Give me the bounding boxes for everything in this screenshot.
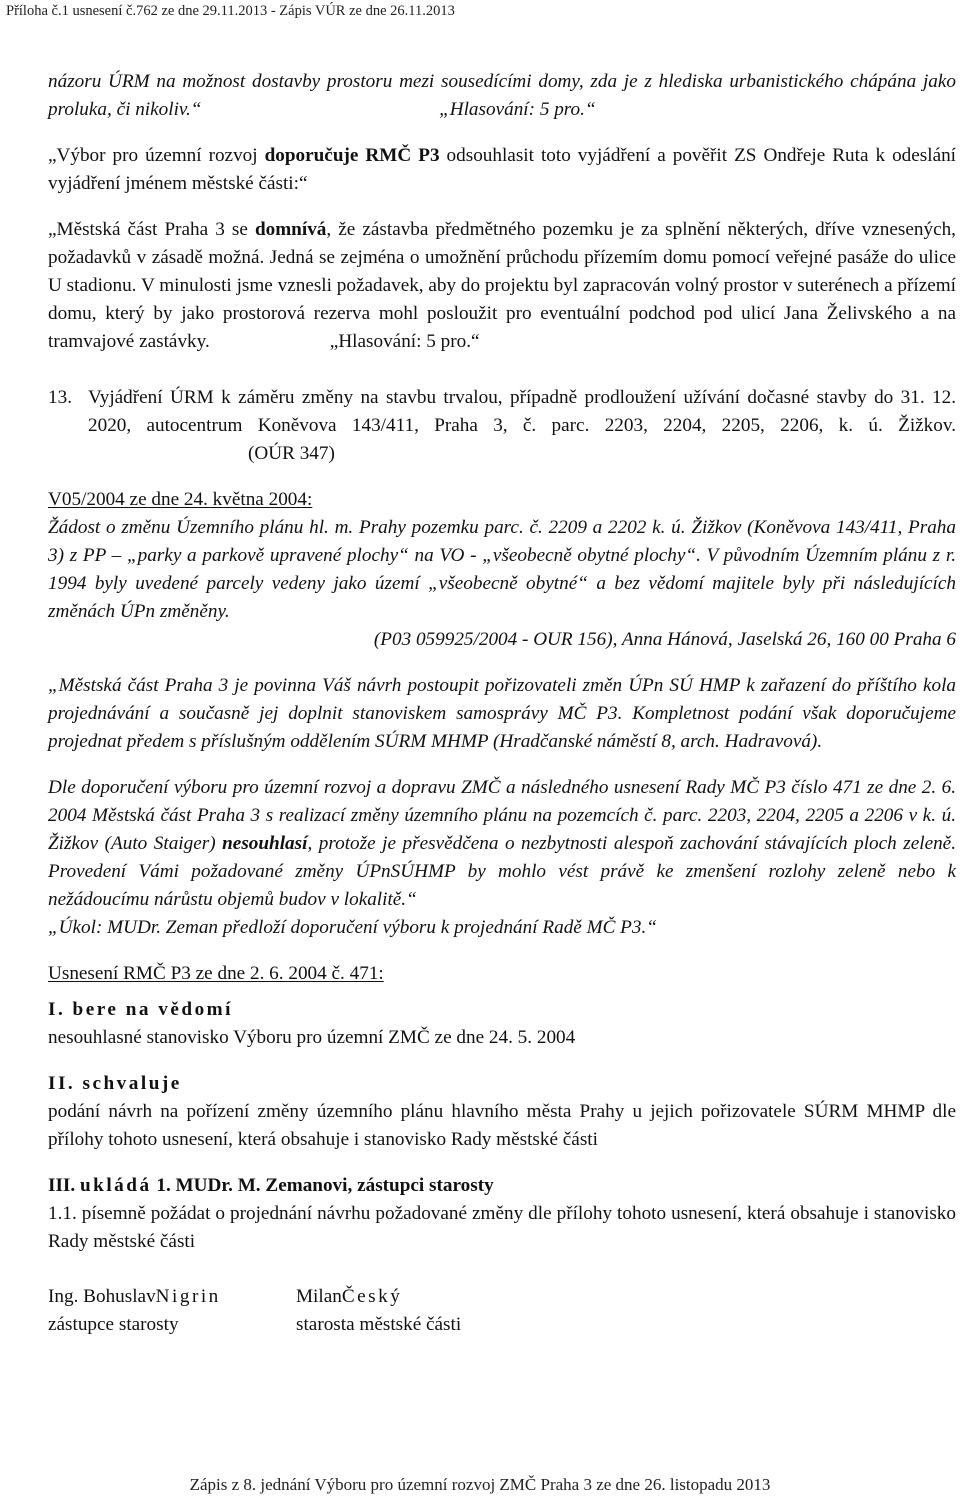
spacer	[48, 1052, 956, 1070]
document-body	[48, 68, 956, 1338]
bold-disagrees: nesouhlasí	[222, 833, 308, 854]
signature-roles	[48, 1312, 956, 1338]
district-response: „Městská část Praha 3 je povinna Váš návrh postoupit pořizovateli změn ÚPn SÚ HMP k zařazení do příštího kola projednávání a současně jej doplnit stanoviskem samosprávy MČ P3. Kompletnost podání však doporučujeme projednat předem s příslušným oddělením SÚRM MHMP (Hradčanské náměstí 8, arch. Hadravová).	[48, 675, 956, 752]
spacer	[48, 468, 956, 486]
vote-result: „Hlasování: 5 pro.“	[439, 99, 596, 120]
bold-rmc: RMČ P3	[365, 145, 440, 166]
deputy-role: zástupce starosty	[48, 1314, 179, 1335]
section-1-text: nesouhlasné stanovisko Výboru pro územní ZMČ ze dne 24. 5. 2004	[48, 1027, 576, 1048]
request-text: Žádost o změnu Územního plánu hl. m. Prahy pozemku parc. č. 2209 a 2202 k. ú. Žižkov (Koněvova 143/411, Praha 3) z PP – „parky a parkově upravené plochy“ na VO - „všeobecně obytné plochy“. V původním Územním plánu z r. 1994 byly uvedené parcely vedeny jako území „všeobecně obytné“ a bez vědomí majitele byly při následujících změnách ÚPn změněny.	[48, 517, 956, 622]
resolution-heading: Usnesení RMČ P3 ze dne 2. 6. 2004 č. 471:	[48, 963, 384, 984]
request-reference: (P03 059925/2004 - OUR 156), Anna Hánová, Jaselská 26, 160 00 Praha 6	[373, 629, 956, 650]
spacer	[48, 988, 956, 996]
section-3-text: 1.1. písemně požádat o projednání návrhu požadované změny dle přílohy tohoto usnesení, která obsahuje i stanovisko Rady městské části	[48, 1203, 956, 1252]
section-3-addressee: 1. MUDr. M. Zemanovi, zástupci starosty	[156, 1175, 494, 1196]
task-note: „Úkol: MUDr. Zeman předloží doporučení výboru k projednání Radě MČ P3.“	[48, 917, 657, 938]
bold-believes: domnívá	[254, 219, 327, 240]
spacer	[48, 124, 956, 142]
deputy-name: Ing. BohuslavNigrin	[48, 1286, 221, 1307]
page-footer: Zápis z 8. jednání Výboru pro územní rozvoj ZMČ Praha 3 ze dne 26. listopadu 2013	[189, 1475, 771, 1494]
spacer	[48, 654, 956, 672]
v05-heading: V05/2004 ze dne 24. května 2004:	[48, 489, 313, 510]
paragraph-opinion	[48, 68, 956, 124]
section-3-heading: III. ukládá 1. MUDr. M. Zemanovi, zástupci starosty	[48, 1175, 494, 1196]
spacer	[48, 1154, 956, 1172]
committee-recommendation: Dle doporučení výboru pro územní rozvoj a dopravu ZMČ a následného usnesení Rady MČ P3 číslo 471 ze dne 2. 6. 2004 Městská část Praha 3 s realizací změny územního plánu na pozemcích č. parc. 2203, 2204, 2205 a 2206 v k. ú. Žižkov (Auto Staiger) nesouhlasí, protože je přesvědčena o nezbytnosti alespoň zachování stávajících ploch zeleně. Provedení Vámi požadované změny ÚPnSÚHMP by mohlo vést právě ke zmenšení rozlohy zeleně nebo k nežádoucímu nárůstu objemů budov v lokalitě.“	[48, 777, 956, 910]
agenda-item-13	[48, 384, 956, 468]
paragraph-recommendation: „Výbor pro územní rozvoj doporučuje RMČ P3 odsouhlasit toto vyjádření a pověřit ZS Ondřeje Ruta k odeslání vyjádření jménem městské části:“	[48, 145, 957, 194]
spacer	[48, 756, 956, 774]
vote-result: „Hlasování: 5 pro.“	[329, 331, 480, 352]
section-2-heading: II. schvaluje	[48, 1073, 182, 1094]
section-2-text: podání návrh na pořízení změny územního plánu hlavního města Prahy u jejich pořizovatele SÚRM MHMP dle přílohy tohoto usnesení, která obsahuje i stanovisko Rady městské části	[48, 1101, 956, 1150]
spacer	[48, 356, 956, 384]
signature-names	[48, 1284, 956, 1310]
opinion-text: názoru ÚRM na možnost dostavby prostoru mezi sousedícími domy, zda je z hlediska urbanistického chápána jako proluka, či nikoliv.“	[48, 71, 956, 120]
paragraph-statement: „Městská část Praha 3 se domnívá, že zástavba předmětného pozemku je za splnění některých, dříve vznesených, požadavků v zásadě možná. Jedná se zejména o umožnění průchodu přízemím domu pomocí veřejné pasáže do ulice U stadionu. V minulosti jsme vznesli požadavek, aby do projektu byl zapracován volný prostor v suterénech a přízemí domu, který by jako prostorová rezerva mohl posloužit pro eventuální podchod pod ulicí Jana Želivského a na tramvajové zastávky. „Hlasování: 5 pro.“	[48, 219, 956, 352]
spacer	[48, 198, 956, 216]
item-number: 13.	[48, 387, 72, 408]
section-1-heading: I. bere na vědomí	[48, 999, 233, 1020]
spacer	[48, 942, 956, 960]
item-reference: (OÚR 347)	[248, 443, 335, 464]
page-header: Příloha č.1 usnesení č.762 ze dne 29.11.2013 - Zápis VÚR ze dne 26.11.2013	[6, 3, 455, 19]
item-text: Vyjádření ÚRM k záměru změny na stavbu trvalou, případně prodloužení užívání dočasné stavby do 31. 12. 2020, autocentrum Koněvova 143/411, Praha 3, č. parc. 2203, 2204, 2205, 2206, k. ú. Žižkov.(OÚR 347)	[88, 387, 956, 464]
mayor-name: MilanČeský	[296, 1286, 403, 1307]
spacer	[48, 1256, 956, 1284]
bold-recommends: doporučuje	[264, 145, 359, 166]
mayor-role: starosta městské části	[296, 1314, 462, 1335]
